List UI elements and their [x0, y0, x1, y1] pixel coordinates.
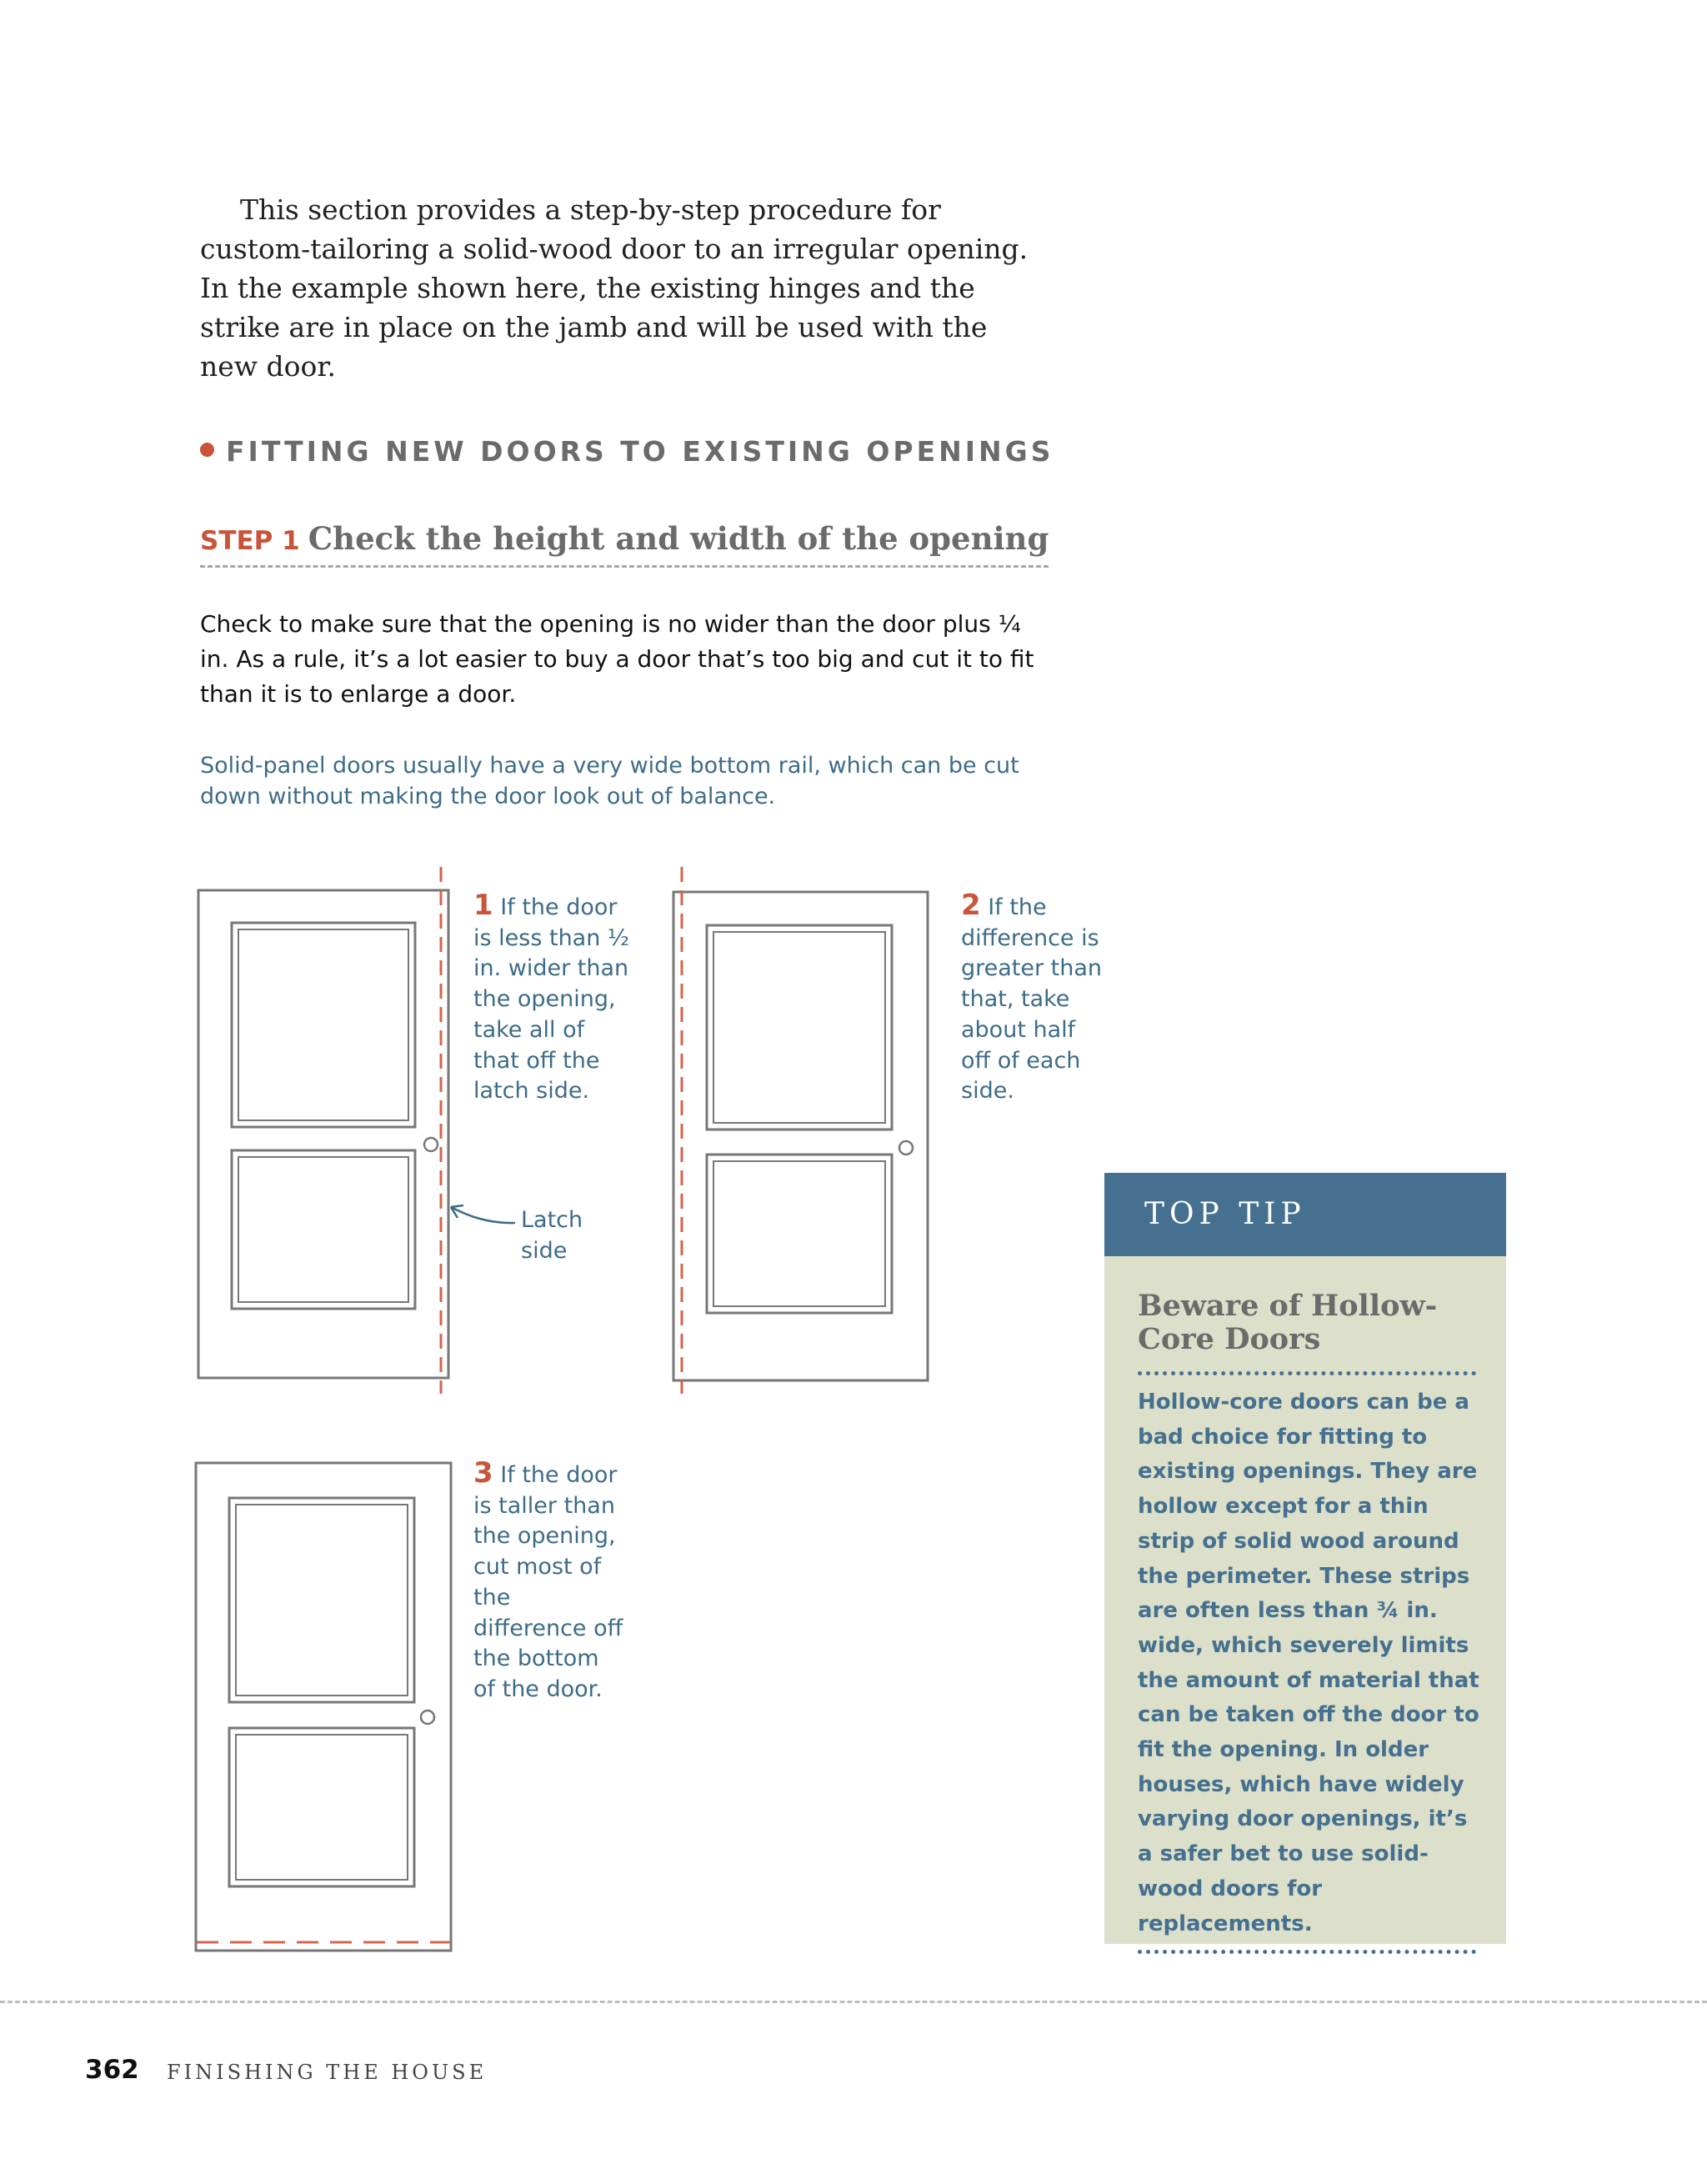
figure-caption: Solid-panel doors usually have a very wide bottom rail, which can be cut down without making the door look out of balance. — [200, 753, 1019, 809]
tip-text: Hollow-core doors can be a bad choice for fitting to existing openings. They are hollow except for a thin strip of solid wood around the perimeter. These strips are often less than ¾ in. wide, which severely limits the amount of material that can be taken off the door to fit the opening. In older houses, which have widely varying door openings, it’s a safer bet to use solid-wood doors for replacements. — [1138, 1390, 1479, 1936]
tip-divider — [1138, 1371, 1476, 1375]
door-2-drawing — [673, 892, 928, 1380]
page-number: 362 — [85, 2055, 139, 2085]
top-tip-box — [1104, 1173, 1506, 1944]
running-head: FINISHING THE HOUSE — [167, 2061, 488, 2084]
door-3-drawing — [196, 1463, 451, 1951]
intro-paragraph: This section provides a step-by-step procedure for custom-tailoring a solid-wood door to an irregular opening. In the example shown here, the existing hinges and the strike are in place on the jamb and will be used with the new door. — [200, 193, 1029, 383]
body-paragraph: Check to make sure that the opening is no wider than the door plus ¼ in. As a rule, it’s a lot easier to buy a door that’s too big and cut it to fit than it is to enlarge a door. — [200, 610, 1034, 708]
note-2: 2 If the difference is greater than that, take about half off of each side. — [961, 889, 1103, 1105]
latch-pointer-icon — [451, 1205, 515, 1223]
step-label: STEP 1 — [200, 526, 300, 556]
tip-title: Beware of Hollow-Core Doors — [1138, 1289, 1438, 1356]
step-title: Check the height and width of the opening — [308, 520, 1049, 557]
note-1: 1 If the door is less than ½ in. wider than the opening, take all of that off the latch side. — [473, 889, 630, 1105]
door-1-drawing — [198, 890, 448, 1378]
note-3: 3 If the door is taller than the opening, cut most of the difference off the bottom of the door. — [473, 1456, 623, 1702]
section-heading-text: FITTING NEW DOORS TO EXISTING OPENINGS — [226, 435, 1054, 468]
footer-divider — [0, 2001, 1707, 2003]
tip-divider-bottom — [1138, 1950, 1476, 1954]
latch-label: Latch side — [521, 1207, 583, 1264]
tip-header: TOP TIP — [1104, 1173, 1506, 1256]
